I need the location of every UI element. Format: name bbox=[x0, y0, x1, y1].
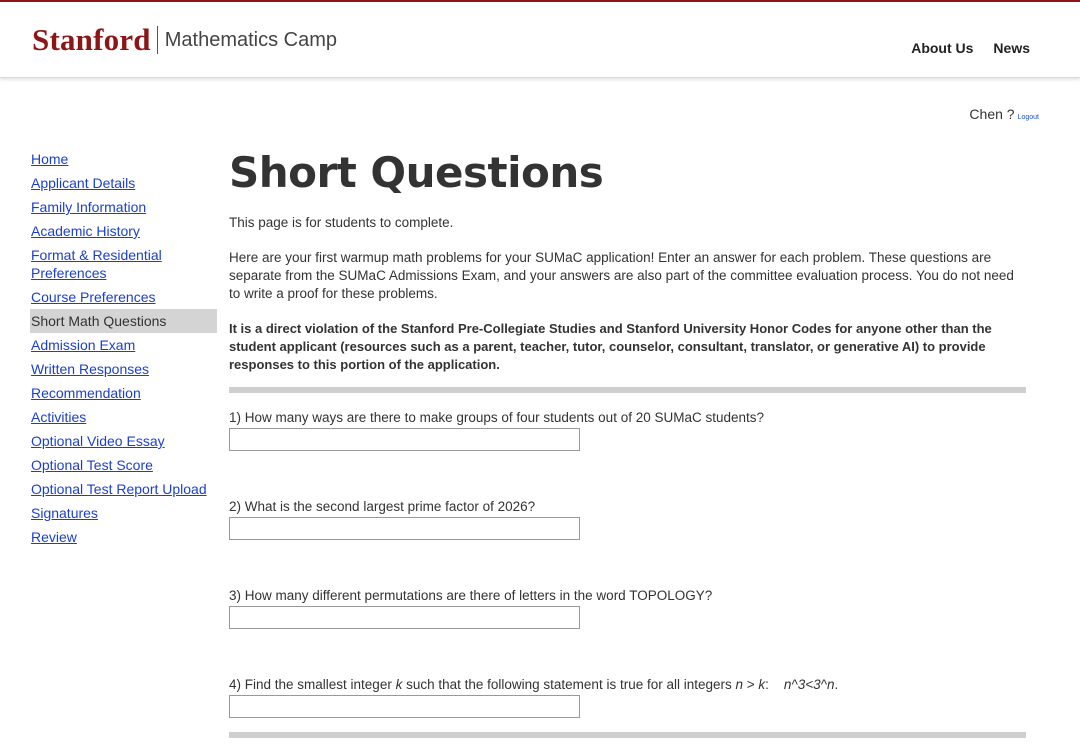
question-1 bbox=[229, 409, 1026, 451]
q4-text-d: : bbox=[765, 677, 784, 692]
sidebar-item-applicant-details[interactable]: Applicant Details bbox=[31, 175, 136, 191]
sidebar-item-short-math-questions[interactable]: Short Math Questions bbox=[30, 309, 217, 333]
q4-var-k: k bbox=[395, 677, 403, 692]
question-4-label bbox=[229, 676, 1026, 694]
honor-code-warning: It is a direct violation of the Stanford Pre-Collegiate Studies and Stanford University Honor Codes for anyone other than the student applicant (resources such as a parent, teacher, tutor, counselor, consultant, translator, or generative AI) to provide responses to this portion of the application. bbox=[229, 321, 992, 372]
site-logo[interactable] bbox=[32, 22, 337, 58]
q4-text-c: > bbox=[743, 677, 759, 692]
question-2 bbox=[229, 498, 1026, 540]
q4-text-a: 4) Find the smallest integer bbox=[229, 677, 396, 692]
sidebar-item-format-residential[interactable]: Format & Residential Preferences bbox=[31, 247, 162, 281]
question-1-input[interactable] bbox=[229, 428, 580, 451]
sidebar-item-review[interactable]: Review bbox=[31, 529, 77, 545]
main-content bbox=[229, 148, 1026, 738]
question-2-label: 2) What is the second largest prime factor of 2026? bbox=[229, 499, 536, 514]
section-divider-bottom bbox=[229, 732, 1026, 738]
brand-name: Stanford bbox=[32, 22, 151, 57]
sidebar-item-family-information[interactable]: Family Information bbox=[31, 199, 147, 215]
nav-about-us[interactable]: About Us bbox=[911, 40, 974, 56]
logout-link[interactable]: Logout bbox=[1017, 114, 1039, 121]
brand-subtitle: Mathematics Camp bbox=[164, 28, 338, 51]
question-4 bbox=[229, 676, 1026, 718]
sidebar-item-activities[interactable]: Activities bbox=[31, 409, 87, 425]
q4-var-k2: k bbox=[758, 677, 766, 692]
site-header bbox=[0, 2, 1080, 78]
q4-var-n: n bbox=[735, 677, 744, 692]
sidebar-item-admission-exam[interactable]: Admission Exam bbox=[31, 337, 136, 353]
sidebar-item-optional-video-essay[interactable]: Optional Video Essay bbox=[31, 433, 165, 449]
q4-text-b: such that the following statement is true for all integers bbox=[402, 677, 736, 692]
sidebar-nav bbox=[31, 147, 217, 549]
sidebar-item-recommendation[interactable]: Recommendation bbox=[31, 385, 141, 401]
page-title: Short Questions bbox=[229, 148, 604, 197]
top-nav bbox=[911, 40, 1030, 56]
sidebar-item-home[interactable]: Home bbox=[31, 151, 69, 167]
user-info bbox=[969, 106, 1039, 122]
sidebar-item-signatures[interactable]: Signatures bbox=[31, 505, 98, 521]
question-4-input[interactable] bbox=[229, 695, 580, 718]
q4-expression: n^3<3^n bbox=[783, 677, 835, 692]
nav-news[interactable]: News bbox=[993, 40, 1030, 56]
question-3 bbox=[229, 587, 1026, 629]
sidebar-item-academic-history[interactable]: Academic History bbox=[31, 223, 140, 239]
sidebar-item-optional-test-report-upload[interactable]: Optional Test Report Upload bbox=[31, 481, 207, 497]
user-name: Chen ? bbox=[969, 106, 1015, 122]
brand-divider bbox=[157, 26, 158, 54]
sidebar-item-course-preferences[interactable]: Course Preferences bbox=[31, 289, 156, 305]
description-text: Here are your first warmup math problems for your SUMaC application! Enter an answer for each problem. These questions are separate from the SUMaC Admissions Exam, and your answers are also part of the committee evaluation process. You do not need to write a proof for these problems. bbox=[229, 250, 1014, 301]
sidebar-item-optional-test-score[interactable]: Optional Test Score bbox=[31, 457, 153, 473]
question-3-input[interactable] bbox=[229, 606, 580, 629]
sidebar-item-written-responses[interactable]: Written Responses bbox=[31, 361, 150, 377]
intro-text: This page is for students to complete. bbox=[229, 215, 454, 230]
question-1-label: 1) How many ways are there to make groups of four students out of 20 SUMaC students? bbox=[229, 410, 765, 425]
q4-text-e: . bbox=[834, 677, 839, 692]
question-3-label: 3) How many different permutations are there of letters in the word TOPOLOGY? bbox=[229, 588, 713, 603]
section-divider bbox=[229, 387, 1026, 393]
question-2-input[interactable] bbox=[229, 517, 580, 540]
